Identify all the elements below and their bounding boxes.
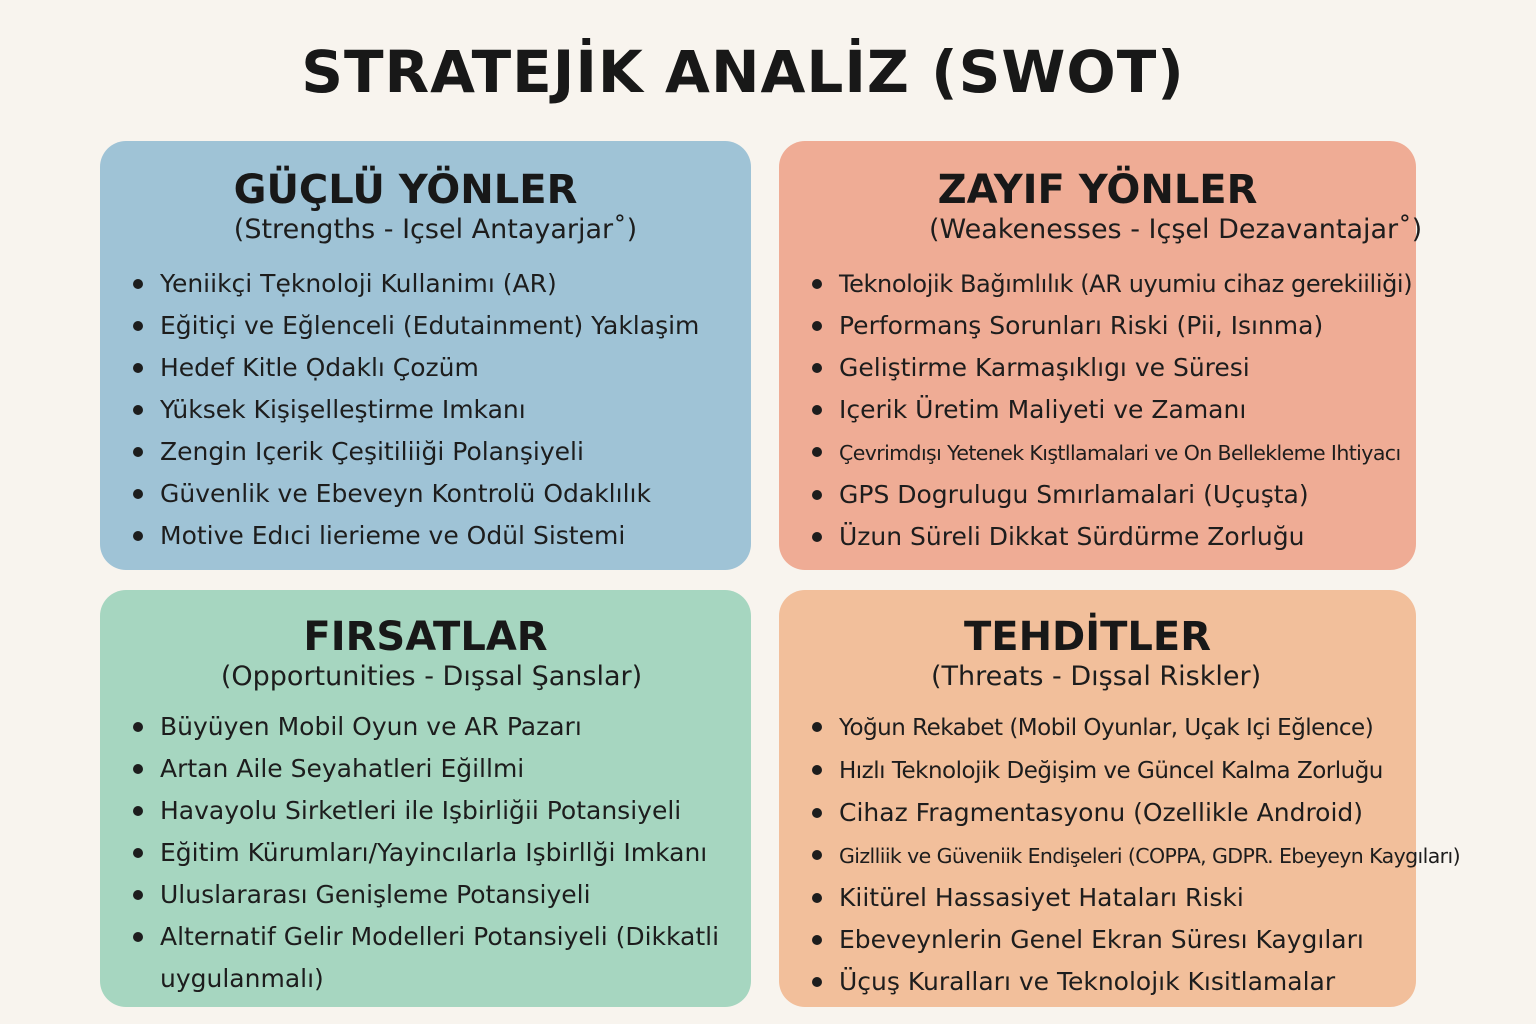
list-item: Havayolu Sirketleri ile Işbirliğii Potansiyeli — [128, 790, 720, 832]
list-item: Büyüyen Mobil Oyun ve AR Pazarı — [128, 706, 720, 748]
list-item: Gizlliik ve Güveniik Endişeleri (COPPA, GDPR. Ebeyeyn Kaygıları) — [807, 834, 1460, 877]
list-item: Kiitürel Hassasiyet Hataları Riski — [807, 877, 1460, 919]
bullet-icon — [812, 893, 822, 903]
threats-subtitle: (Threats - Dışsal Riskler) — [931, 661, 1262, 692]
bullet-icon — [812, 850, 822, 860]
list-item: Uluslararası Genişleme Potansiyeli — [128, 874, 720, 916]
bullet-icon — [133, 531, 143, 541]
bullet-icon — [812, 722, 822, 732]
list-item: Performanş Sorunları Riski (Pii, Isınma) — [807, 305, 1412, 347]
weaknesses-subtitle: (Weakenesses - Içşel Dezavantajar˚) — [929, 214, 1423, 245]
list-item: Zengin Içerik Çeşitiliiği Polanşiyeli — [128, 431, 699, 473]
bullet-icon — [133, 321, 143, 331]
list-item: Üçuş Kuralları ve Teknolojık Kısitlamalar — [807, 961, 1460, 1003]
list-item: GPS Dogrulugu Smırlamalari (Uçuşta) — [807, 474, 1412, 516]
bullet-icon — [812, 321, 822, 331]
bullet-icon — [812, 532, 822, 542]
list-item: Hedef Kitle Ọdaklı Çozüm — [128, 347, 699, 389]
list-item: Üzun Süreli Dikkat Sürdürme Zorluğu — [807, 516, 1412, 558]
bullet-icon — [812, 808, 822, 818]
list-item: Eğitiçi ve Eğlenceli (Edutainment) Yaklaşim — [128, 305, 699, 347]
opportunities-subtitle: (Opportunities - Dışsal Şanslar) — [220, 661, 643, 692]
threats-card — [779, 590, 1460, 1007]
bullet-icon — [133, 363, 143, 373]
list-item: Alternatif Gelir Modelleri Potansiyeli (Dikkatli uygulanmalı) — [128, 916, 720, 1000]
bullet-icon — [812, 490, 822, 500]
bullet-icon — [812, 977, 822, 987]
strengths-title: GÜÇLÜ YÖNLER — [233, 167, 578, 213]
bullet-icon — [133, 848, 143, 858]
list-item: Eğitim Kürumları/Yayincılarla Işbirllği Imkanı — [128, 832, 720, 874]
bullet-icon — [133, 764, 143, 774]
opportunities-card — [100, 590, 751, 1007]
list-item: Yeniikçi Tẹknoloji Kullanimı (AR) — [128, 263, 699, 305]
list-item: Teknolojik Bağımlılık (AR uyumiu cihaz gerekiiliği) — [807, 263, 1412, 305]
list-item: Ebeveynlerin Genel Ekran Süresı Kaygıları — [807, 919, 1460, 961]
list-item: Cihaz Fragmentasyonu (Ozellikle Android) — [807, 792, 1460, 834]
bullet-icon — [812, 935, 822, 945]
list-item: Içerik Üretim Maliyeti ve Zamanı — [807, 389, 1412, 431]
weaknesses-title: ZAYIF YÖNLER — [937, 167, 1258, 213]
list-item: Geliştirme Karmaşıklıgı ve Süresi — [807, 347, 1412, 389]
weaknesses-list — [807, 263, 1412, 558]
list-item: Güvenlik ve Ebeveyn Kontrolü Odaklılık — [128, 473, 699, 515]
bullet-icon — [133, 722, 143, 732]
strengths-list — [128, 263, 699, 557]
bullet-icon — [133, 489, 143, 499]
list-item: Motive Edıci lierieme ve Odül Sistemi — [128, 515, 699, 557]
list-item: Yüksek Kişişelleştirme Imkanı — [128, 389, 699, 431]
bullet-icon — [133, 405, 143, 415]
bullet-icon — [812, 765, 822, 775]
bullet-icon — [812, 405, 822, 415]
bullet-icon — [133, 932, 143, 942]
strengths-subtitle: (Strengths - Içsel Antayarjar˚) — [233, 214, 638, 245]
weaknesses-card — [779, 141, 1423, 570]
page-title: STRATEJİK ANALİZ (SWOT) — [301, 38, 1185, 106]
list-item: Artan Aile Seyahatleri Eğillmi — [128, 748, 720, 790]
list-item: Hızlı Teknolojik Değişim ve Güncel Kalma Zorluğu — [807, 749, 1460, 792]
bullet-icon — [812, 363, 822, 373]
opportunities-list — [128, 706, 720, 1000]
bullet-icon — [133, 447, 143, 457]
strengths-card — [100, 141, 751, 570]
threats-list — [807, 706, 1460, 1003]
bullet-icon — [133, 890, 143, 900]
bullet-icon — [812, 279, 822, 289]
bullet-icon — [812, 447, 822, 457]
bullet-icon — [133, 279, 143, 289]
list-item: Çevrimdışı Yetenek Kıştllamalari ve On Bellekleme Ihtiyacı — [807, 431, 1412, 474]
list-item: Yoğun Rekabet (Mobil Oyunlar, Uçak Içi Eğlence) — [807, 706, 1460, 749]
opportunities-title: FIRSATLAR — [303, 614, 548, 660]
threats-title: TEHDİTLER — [963, 614, 1212, 660]
bullet-icon — [133, 806, 143, 816]
